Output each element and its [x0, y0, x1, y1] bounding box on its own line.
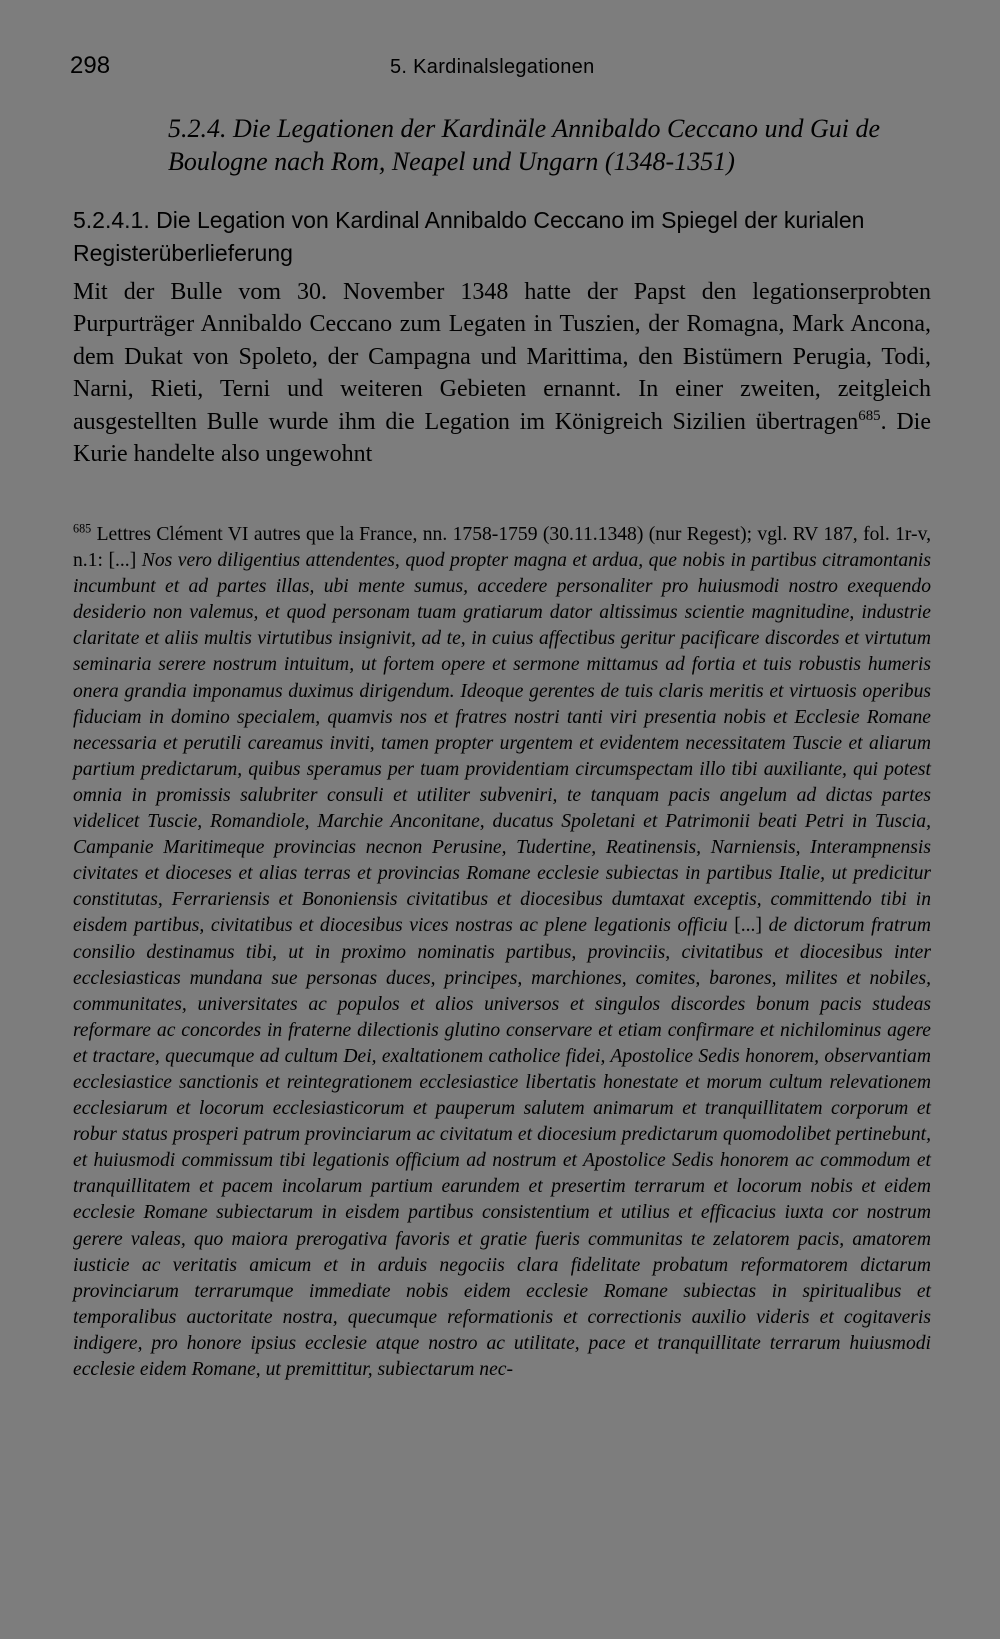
footnote-number: 685	[73, 521, 92, 536]
body-paragraph	[73, 276, 931, 470]
footnote-reference: 685	[858, 407, 881, 424]
running-head	[70, 52, 930, 88]
running-title: 5. Kardinalslegationen	[390, 56, 595, 78]
section-heading: 5.2.4. Die Legationen der Kardinäle Annibaldo Ceccano und Gui de Boulogne nach Rom, Neapel und Ungarn (1348-1351)	[168, 114, 881, 176]
body-text-after-note: . Die Kurie handelte also ungewohnt	[73, 408, 932, 468]
footnote-citation: Lettres Clément VI autres que la France, nn. 1758-1759 (30.11.1348) (nur Regest); vgl. RV 187, fol. 1r-v, n.1: [...]	[73, 524, 931, 572]
footnote-ellipsis: [...]	[727, 915, 769, 937]
page-number: 298	[70, 52, 111, 79]
footnote-quotation-part2: de dictorum fratrum consilio destinamus tibi, ut in proximo nominatis partibus, provinciis, civitatibus et diocesibus inter ecclesiasticas mundana sue personas duces, principes, marchiones, comites, barones, milites et nobiles, communitates, universitates ac populos et alios universos et singulos discordes bonum pacis studeas reformare ac concordes in fraterne dilectionis glutino conservare et etiam confirmare et nichilominus agere et tractare, quecumque ad cultum Dei, exaltationem catholice fidei, Apostolice Sedis honorem, observantiam ecclesiastice sanctionis et reintegrationem ecclesiastice libertatis honestate et morum cultum relevationem ecclesiarum et locorum ecclesiasticorum et pauperum salutem animarum et tranquillitatem corporum et robur status prosperi patrum provinciarum ac civitatum et diocesium predictarum quomodolibet pertinebunt, et huiusmodi commissum tibi legationis officium ad nostrum et Apostolice Sedis honorem ac commodum et tranquillitatem et pacem incolarum partium earundem et presertim terrarum et locorum nobis et eidem ecclesie Romane subiectarum in eisdem partibus consistentium et utilius et efficacius iuxta cor nostrum gerere valeas, quo maiora prerogativa favoris et gratie fueris communitas te zelatorem pacis, amatorem iusticie ac veritatis amicum et in arduis negociis clara fidelitate probatum reformatorem dictarum provinciarum terrarumque immediate nobis eidem ecclesie Romane subiectas in spiritualibus et temporalibus auctoritate nostra, quecumque reformationis et correctionis auxilio videris et cogitaveris indigere, pro honore ipsius ecclesie atque nostro ac utilitate, pace et tranquillitate terrarum huiusmodi ecclesie eidem Romane, ut premittitur, subiectarum nec-	[73, 915, 931, 1380]
footnote-quotation-part1: Nos vero diligentius attendentes, quod propter magna et ardua, que nobis in partibus citramontanis incumbunt et ad partes illas, ubi mente sumus, accedere personaliter pro huiusmodi nostro exequendo desiderio non valemus, et quod personam tuam gratiarum dator altissimus scientie magnitudine, industrie claritate et aliis multis virtutibus insignivit, ad te, in cuius affectibus geritur pacificare discordes et virtutum seminaria serere nostrum intuitum, ut fortem opere et sermone mittamus ad fortia et tuis robustis humeris onera grandia imponamus duximus dirigendum. Ideoque gerentes de tuis claris meritis et virtuosis operibus fiduciam in domino specialem, quamvis nos et fratres nostri tanti viri presentia nobis et Ecclesie Romane necessaria et perutili careamus inviti, tamen propter urgentem et evidentem necessitatem Tuscie et aliarum partium predictarum, quibus speramus per tuam providentiam circumspectam illo tibi auxiliante, qui potest omnia in promissis salubriter consuli et utiliter subveniri, te tanquam pacis angelum ad dictas partes videlicet Tuscie, Romandiole, Marchie Anconitane, ducatus Spoletani et Patrimonii beati Petri in Tuscia, Campanie Maritimeque provincias necnon Perusine, Tudertine, Reatinensis, Narniensis, Interampnensis civitates et dioceses et alias terras et provincias Romane ecclesie subiectas in partibus Italie, ut predicitur constitutas, Ferrariensis et Bononiensis civitatibus et diocesibus dumtaxat exceptis, committendo tibi in eisdem partibus, civitatibus et diocesibus vices nostras ac plene legationis officiu	[73, 550, 931, 937]
body-text-before-note: Mit der Bulle vom 30. November 1348 hatte der Papst den legationserprobten Purpurträger Annibaldo Ceccano zum Legaten in Tuszien, der Romagna, Mark Ancona, dem Dukat von Spoleto, der Campagna und Marittima, den Bistümern Perugia, Todi, Narni, Rieti, Terni und weiteren Gebieten ernannt. In einer zweiten, zeitgleich ausgestellten Bulle wurde ihm die Legation im Königreich Sizilien übertragen	[73, 279, 931, 435]
footnote	[73, 522, 931, 1383]
subsection-heading: 5.2.4.1. Die Legation von Kardinal Annibaldo Ceccano im Spiegel der kurialen Registerüberlieferung	[73, 207, 865, 266]
